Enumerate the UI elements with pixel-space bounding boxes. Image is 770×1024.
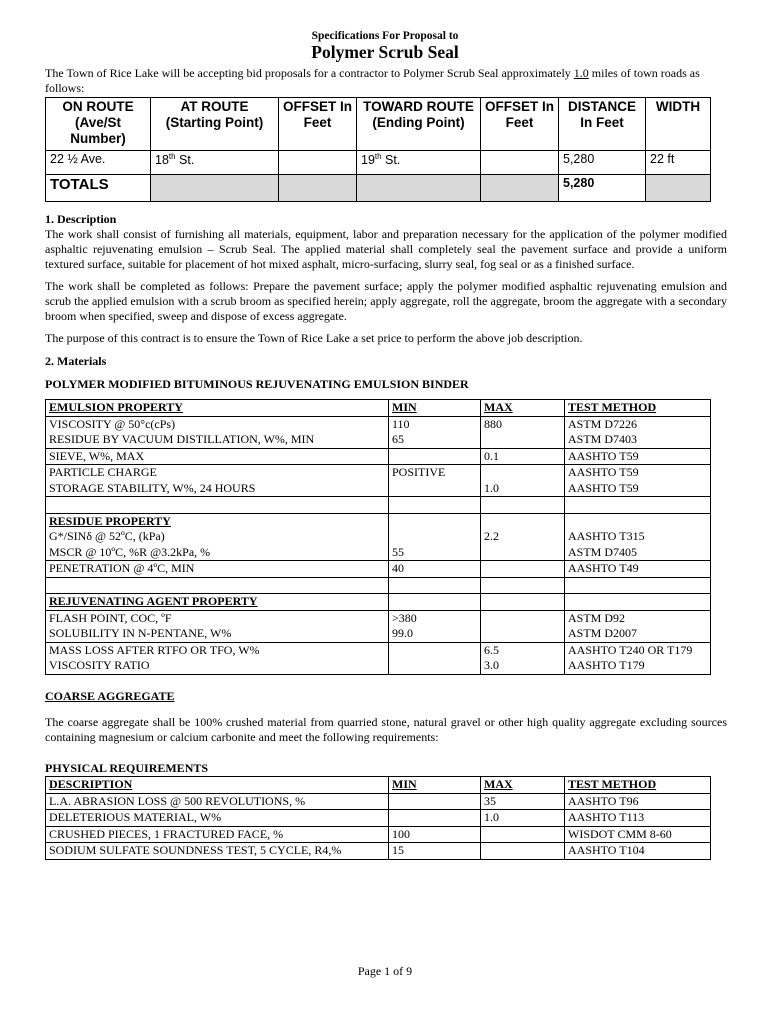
physical-requirements-heading: PHYSICAL REQUIREMENTS [45, 761, 209, 775]
table-cell [481, 513, 565, 529]
table-cell: 880 [481, 416, 565, 432]
table-row [46, 465, 711, 481]
cell-toward-route: 19th St. [357, 151, 481, 175]
table-cell [389, 481, 481, 497]
table-cell: 6.5 [481, 642, 565, 658]
table-cell: DELETERIOUS MATERIAL, W% [46, 810, 389, 827]
table-row [46, 658, 711, 674]
table-cell [481, 626, 565, 642]
table-cell [389, 529, 481, 545]
table-cell: 100 [389, 826, 481, 843]
table-cell [46, 577, 389, 594]
table-cell: VISCOSITY @ 50°c(cPs) [46, 416, 389, 432]
cell-offset-2 [481, 151, 559, 175]
intro-text-after: miles of town roads as follows: [45, 66, 700, 95]
table-cell: SOLUBILITY IN N-PENTANE, W% [46, 626, 389, 642]
table-cell [481, 561, 565, 578]
table-cell: STORAGE STABILITY, W%, 24 HOURS [46, 481, 389, 497]
header-width: WIDTH [646, 98, 711, 151]
table-cell [481, 577, 565, 594]
route-table-header [46, 98, 711, 151]
description-paragraph-1: The work shall consist of furnishing all materials, equipment, labor and preparation necessary for the application of the polymer modified asphaltic rejuvenating emulsion – Scrub Seal. The applied material shall completely seal the pavement surface and provide a uniform textured surface, suitable for placement of hot mixed asphalt, micro-surfacing, slurry seal, fog seal or as a finished surface. [45, 227, 727, 271]
table-cell: AASHTO T49 [565, 561, 711, 578]
table-cell: ASTM D7403 [565, 432, 711, 448]
table-cell: MAX [481, 777, 565, 794]
table-cell [481, 497, 565, 514]
totals-shaded-cell [481, 175, 559, 202]
table-cell: AASHTO T113 [565, 810, 711, 827]
table-cell: AASHTO T179 [565, 658, 711, 674]
header-at-route: AT ROUTE (Starting Point) [151, 98, 279, 151]
table-cell: 40 [389, 561, 481, 578]
table-cell: TEST METHOD [565, 777, 711, 794]
table-cell: MAX [481, 400, 565, 417]
table-cell [481, 826, 565, 843]
table-cell [389, 577, 481, 594]
header-distance: DISTANCE In Feet [559, 98, 646, 151]
table-row [46, 793, 711, 810]
table-cell: ASTM D7226 [565, 416, 711, 432]
table-row [46, 416, 711, 432]
table-cell: ASTM D2007 [565, 626, 711, 642]
table-cell [389, 658, 481, 674]
totals-shaded-cell [357, 175, 481, 202]
totals-label: TOTALS [46, 175, 151, 202]
coarse-aggregate-paragraph: The coarse aggregate shall be 100% crushed material from quarried stone, natural gravel or other high quality aggregate excluding sources containing magnesium or calcium carbonite and meet the following requirements: [45, 715, 727, 744]
table-cell: FLASH POINT, COC, ºF [46, 610, 389, 626]
description-heading: 1. Description [45, 212, 117, 226]
description-paragraph-2: The work shall be completed as follows: Prepare the pavement surface; apply the polymer modified asphaltic rejuvenating emulsion and scrub the applied emulsion with a scrub broom as specified herein; apply aggregate, roll the aggregate, broom the aggregate with a secondary broom when specified, sweep and dispose of excess aggregate. [45, 279, 727, 323]
table-cell: 55 [389, 545, 481, 561]
table-cell: 3.0 [481, 658, 565, 674]
table-cell: RESIDUE BY VACUUM DISTILLATION, W%, MIN [46, 432, 389, 448]
table-cell [481, 465, 565, 481]
table-cell: MIN [389, 777, 481, 794]
table-row [46, 545, 711, 561]
table-row [46, 626, 711, 642]
table-cell: 0.1 [481, 448, 565, 465]
table-cell [565, 513, 711, 529]
table-row [46, 481, 711, 497]
materials-heading: 2. Materials [45, 354, 107, 368]
table-cell: AASHTO T315 [565, 529, 711, 545]
table-row [46, 561, 711, 578]
table-row [46, 642, 711, 658]
table-cell: SODIUM SULFATE SOUNDNESS TEST, 5 CYCLE, R4,% [46, 843, 389, 860]
table-cell: DESCRIPTION [46, 777, 389, 794]
table-cell [565, 594, 711, 611]
table-cell [389, 642, 481, 658]
table-cell [46, 497, 389, 514]
table-cell: SIEVE, W%, MAX [46, 448, 389, 465]
table-cell: TEST METHOD [565, 400, 711, 417]
table-cell: G*/SINδ @ 52ºC, (kPa) [46, 529, 389, 545]
table-row [46, 513, 711, 529]
table-cell: POSITIVE [389, 465, 481, 481]
cell-distance: 5,280 [559, 151, 646, 175]
intro-miles: 1.0 [573, 66, 589, 80]
table-row [46, 843, 711, 860]
table-cell [481, 432, 565, 448]
header-offset-1: OFFSET In Feet [279, 98, 357, 151]
table-cell: 1.0 [481, 810, 565, 827]
table-cell: VISCOSITY RATIO [46, 658, 389, 674]
table-row [46, 577, 711, 594]
header-toward-route: TOWARD ROUTE (Ending Point) [357, 98, 481, 151]
table-cell: 35 [481, 793, 565, 810]
header-offset-2: OFFSET In Feet [481, 98, 559, 151]
route-row [46, 151, 711, 175]
coarse-aggregate-heading: COARSE AGGREGATE [45, 689, 175, 703]
table-cell: CRUSHED PIECES, 1 FRACTURED FACE, % [46, 826, 389, 843]
table-row [46, 448, 711, 465]
table-cell: ASTM D92 [565, 610, 711, 626]
cell-at-route: 18th St. [151, 151, 279, 175]
totals-row [46, 175, 711, 202]
table-row [46, 529, 711, 545]
table-cell: >380 [389, 610, 481, 626]
table-cell: EMULSION PROPERTY [46, 400, 389, 417]
totals-shaded-cell [151, 175, 279, 202]
table-cell: MASS LOSS AFTER RTFO OR TFO, W% [46, 642, 389, 658]
page-title: Polymer Scrub Seal [311, 42, 459, 62]
table-row [46, 826, 711, 843]
table-cell [389, 497, 481, 514]
table-cell [389, 793, 481, 810]
table-cell [481, 545, 565, 561]
description-paragraph-3: The purpose of this contract is to ensure the Town of Rice Lake a set price to perform the above job description. [45, 331, 583, 345]
intro-text-before: The Town of Rice Lake will be accepting bid proposals for a contractor to Polymer Scrub Seal approximately [45, 66, 574, 80]
binder-heading: POLYMER MODIFIED BITUMINOUS REJUVENATING EMULSION BINDER [45, 377, 469, 391]
table-cell: MSCR @ 10ºC, %R @3.2kPa, % [46, 545, 389, 561]
table-cell [481, 594, 565, 611]
totals-shaded-cell [279, 175, 357, 202]
table-row [46, 594, 711, 611]
table-cell: PARTICLE CHARGE [46, 465, 389, 481]
table-cell: 110 [389, 416, 481, 432]
intro-paragraph [45, 66, 735, 96]
table-cell [389, 448, 481, 465]
table-cell [565, 577, 711, 594]
cell-width: 22 ft [646, 151, 711, 175]
table-cell [481, 843, 565, 860]
table-row [46, 810, 711, 827]
cell-offset-1 [279, 151, 357, 175]
table-cell: AASHTO T240 OR T179 [565, 642, 711, 658]
route-table [45, 97, 711, 202]
table-cell: 1.0 [481, 481, 565, 497]
table-cell [389, 513, 481, 529]
table-cell [565, 497, 711, 514]
table-cell: ASTM D7405 [565, 545, 711, 561]
table-cell: 2.2 [481, 529, 565, 545]
table-cell: AASHTO T59 [565, 481, 711, 497]
table-cell: AASHTO T96 [565, 793, 711, 810]
table-cell: L.A. ABRASION LOSS @ 500 REVOLUTIONS, % [46, 793, 389, 810]
table-cell: 65 [389, 432, 481, 448]
table-cell: 15 [389, 843, 481, 860]
totals-shaded-cell [646, 175, 711, 202]
pre-title: Specifications For Proposal to [311, 30, 459, 42]
table-cell [389, 810, 481, 827]
totals-distance: 5,280 [559, 175, 646, 202]
header-on-route: ON ROUTE (Ave/St Number) [46, 98, 151, 151]
table-cell: MIN [389, 400, 481, 417]
table-cell [481, 610, 565, 626]
physical-spec-table [45, 776, 711, 860]
table-row [46, 777, 711, 794]
table-cell: WISDOT CMM 8-60 [565, 826, 711, 843]
table-cell: AASHTO T59 [565, 465, 711, 481]
table-cell [389, 594, 481, 611]
table-cell: AASHTO T59 [565, 448, 711, 465]
page-number: Page 1 of 9 [357, 964, 413, 978]
cell-on-route: 22 ½ Ave. [46, 151, 151, 175]
table-cell: RESIDUE PROPERTY [46, 513, 389, 529]
table-row [46, 400, 711, 417]
binder-spec-table [45, 399, 711, 675]
table-cell: PENETRATION @ 4ºC, MIN [46, 561, 389, 578]
table-cell: 99.0 [389, 626, 481, 642]
table-row [46, 610, 711, 626]
table-cell: AASHTO T104 [565, 843, 711, 860]
table-cell: REJUVENATING AGENT PROPERTY [46, 594, 389, 611]
table-row [46, 432, 711, 448]
table-row [46, 497, 711, 514]
